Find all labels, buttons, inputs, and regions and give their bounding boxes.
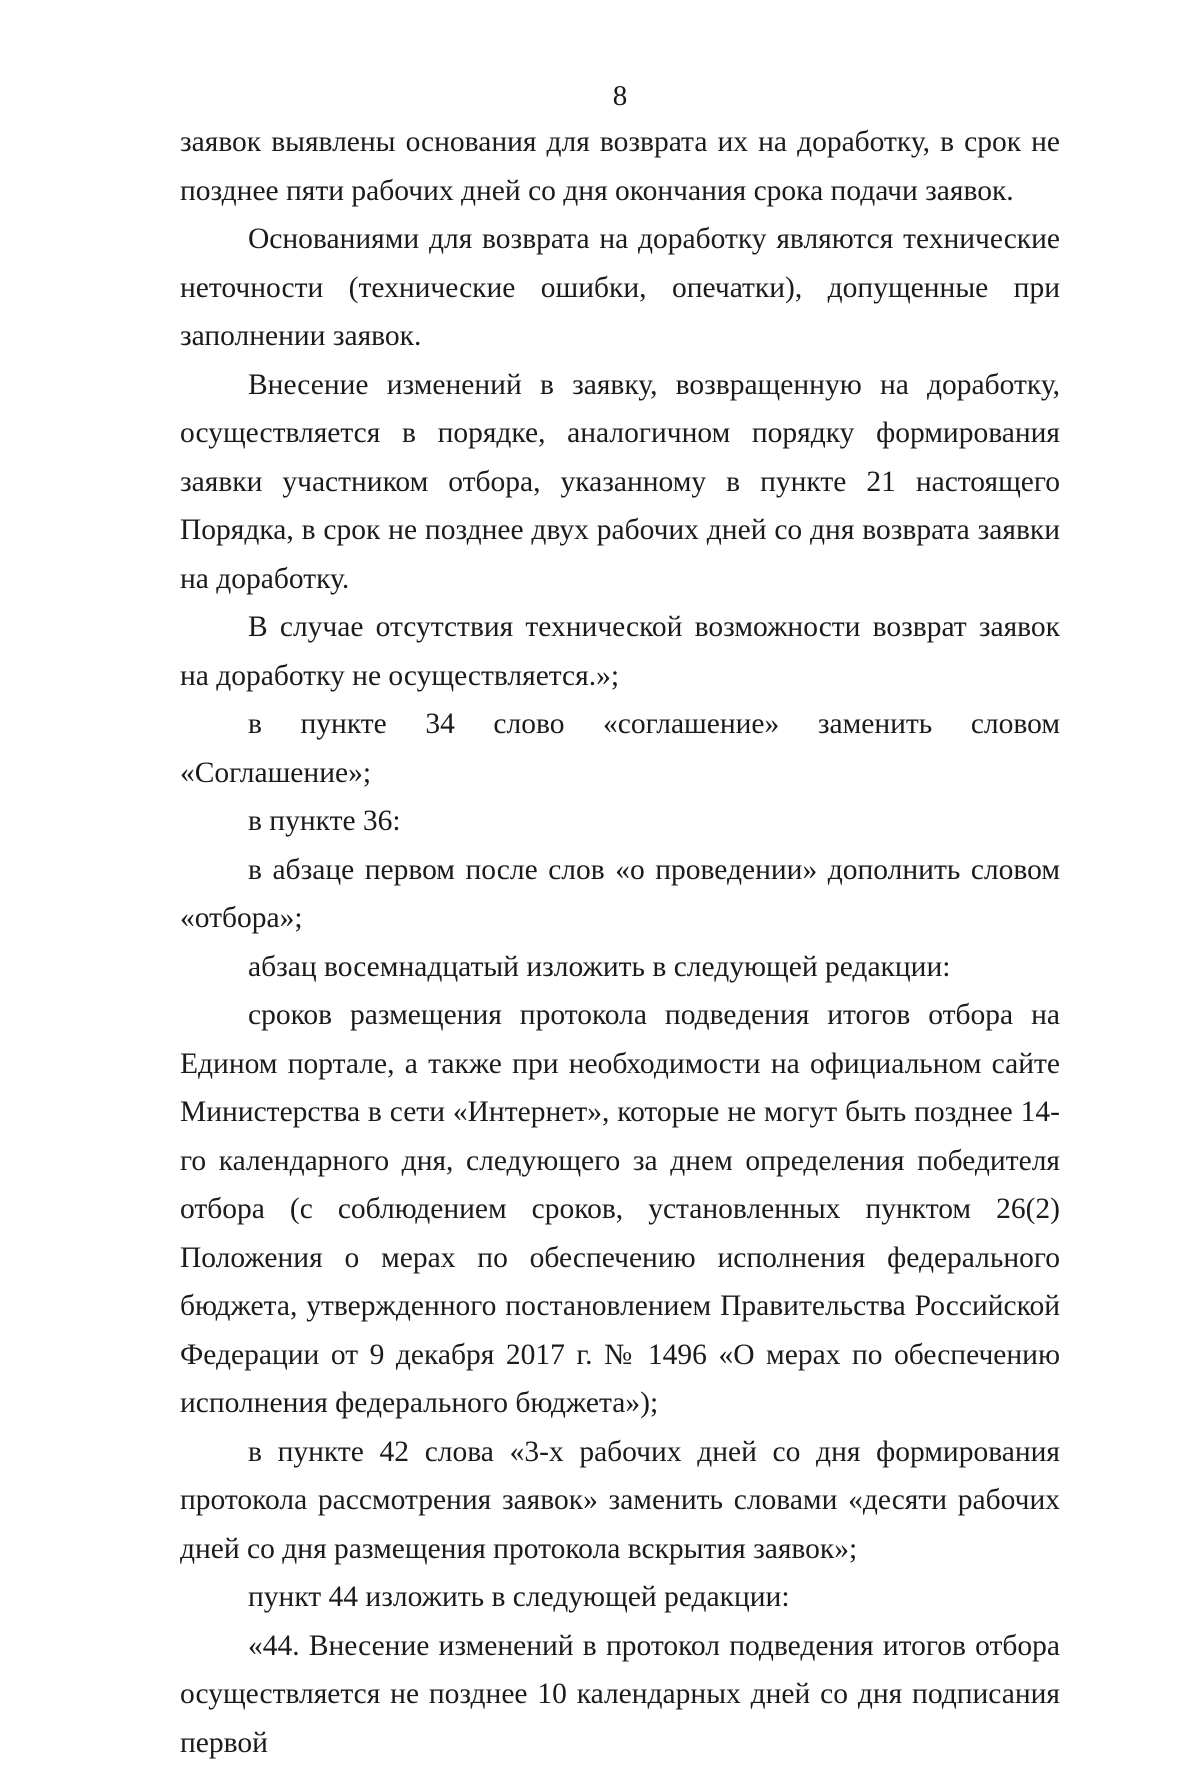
paragraph-point-34: в пункте 34 слово «соглашение» заменить словом «Соглашение»;: [180, 700, 1060, 797]
paragraph-point-44-text: «44. Внесение изменений в протокол подведения итогов отбора осуществляется не позднее 10 календарных дней со дня подписания первой: [180, 1622, 1060, 1767]
paragraph-grounds-for-return: Основаниями для возврата на доработку являются технические неточности (технические ошибки, опечатки), допущенные при заполнении заявок.: [180, 215, 1060, 361]
paragraph-no-technical-possibility: В случае отсутствия технической возможности возврат заявок на доработку не осуществляется.»;: [180, 603, 1060, 700]
paragraph-first-abzac: в абзаце первом после слов «о проведении» дополнить словом «отбора»;: [180, 846, 1060, 943]
paragraph-point-44: пункт 44 изложить в следующей редакции:: [180, 1573, 1060, 1622]
paragraph-placement-deadlines: сроков размещения протокола подведения итогов отбора на Едином портале, а также при необходимости на официальном сайте Министерства в сети «Интернет», которые не могут быть позднее 14-го календарного дня, следующего за днем определения победителя отбора (с соблюдением сроков, установленных пунктом 26(2) Положения о мерах по обеспечению исполнения федерального бюджета, утвержденного постановлением Правительства Российской Федерации от 9 декабря 2017 г. № 1496 «О мерах по обеспечению исполнения федерального бюджета»);: [180, 991, 1060, 1428]
paragraph-eighteenth-abzac: абзац восемнадцатый изложить в следующей редакции:: [180, 943, 1060, 992]
paragraph-point-42: в пункте 42 слова «3-х рабочих дней со дня формирования протокола рассмотрения заявок» заменить словами «десяти рабочих дней со дня размещения протокола вскрытия заявок»;: [180, 1428, 1060, 1574]
document-body: [180, 118, 1060, 1767]
page-number: 8: [0, 80, 1200, 113]
paragraph-point-36: в пункте 36:: [180, 797, 1060, 846]
paragraph-continuation: заявок выявлены основания для возврата их на доработку, в срок не позднее пяти рабочих дней со дня окончания срока подачи заявок.: [180, 118, 1060, 215]
paragraph-changes-to-application: Внесение изменений в заявку, возвращенную на доработку, осуществляется в порядке, аналогичном порядку формирования заявки участником отбора, указанному в пункте 21 настоящего Порядка, в срок не позднее двух рабочих дней со дня возврата заявки на доработку.: [180, 361, 1060, 604]
